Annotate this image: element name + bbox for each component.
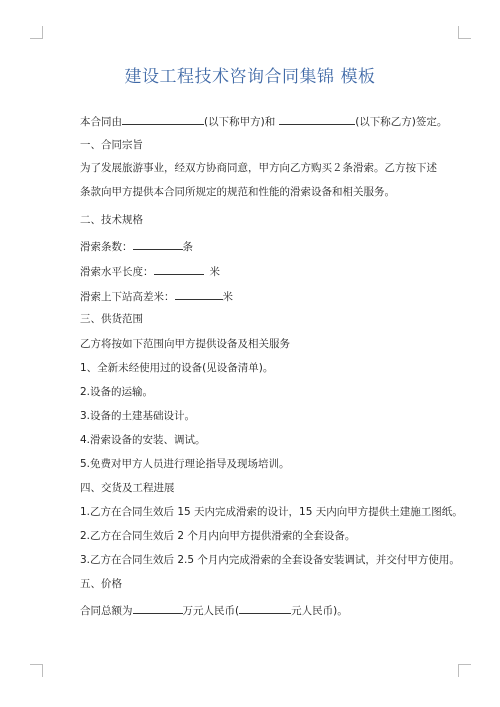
- list-item: 4.滑索设备的安装、调试。: [80, 434, 206, 446]
- section-1-heading: 一、合同宗旨: [80, 139, 143, 151]
- section-2-heading: 二、技术规格: [80, 214, 143, 226]
- spec-count-label: 滑索条数：: [80, 241, 133, 253]
- party-b-blank[interactable]: [279, 114, 355, 125]
- intro-text: (以下称乙方)签定。: [355, 116, 448, 128]
- price-end-text: 元人民币)。: [291, 605, 348, 617]
- corner-mark-bottom-right: [458, 664, 471, 677]
- list-item: 3.乙方在合同生效后 2.5 个月内完成滑索的全套设备安装调试，并交付甲方使用。: [80, 554, 460, 566]
- price-yuan-blank[interactable]: [239, 603, 291, 614]
- spec-height-unit: 米: [222, 291, 233, 303]
- price-mid-text: 万元人民币(: [182, 605, 240, 617]
- list-item: 3.设备的土建基础设计。: [80, 410, 196, 422]
- spec-height-blank[interactable]: [175, 289, 223, 300]
- list-item: 5.免费对甲方人员进行理论指导及现场培训。: [80, 458, 290, 470]
- price-line: [80, 603, 445, 616]
- intro-line: [80, 114, 448, 128]
- party-a-blank[interactable]: [122, 114, 204, 125]
- section-3-heading: 三、供货范围: [80, 313, 143, 325]
- document-title: 建设工程技术咨询合同集锦 模板: [124, 67, 376, 87]
- price-wan-blank[interactable]: [133, 603, 183, 614]
- spec-height-line: [80, 289, 445, 302]
- spec-length-line: [80, 264, 445, 277]
- corner-mark-top-left: [30, 26, 43, 39]
- section-1-body: 为了发展旅游事业，经双方协商同意，甲方向乙方购买２条滑索。乙方按下述条款向甲方提供本合同所规定的规范和性能的滑索设备和相关服务。: [80, 162, 437, 198]
- intro-text: (以下称甲方)和: [204, 116, 276, 128]
- spec-count-blank[interactable]: [133, 239, 183, 250]
- section-4-heading: 四、交货及工程进展: [80, 482, 175, 494]
- spec-length-label: 滑索水平长度：: [80, 266, 154, 278]
- spec-count-line: [80, 239, 445, 252]
- intro-text: 本合同由: [80, 116, 122, 128]
- spec-length-blank[interactable]: [154, 264, 204, 275]
- document-body: [80, 114, 463, 617]
- list-item: 2.设备的运输。: [80, 386, 154, 398]
- corner-mark-top-right: [458, 26, 471, 39]
- list-item: 1、全新未经使用过的设备(见设备清单)。: [80, 362, 274, 374]
- spec-height-label: 滑索上下站高差米：: [80, 291, 175, 303]
- spec-length-unit: 米: [209, 266, 220, 278]
- list-item: 2.乙方在合同生效后 2 个月内向甲方提供滑索的全套设备。: [80, 530, 356, 542]
- spec-count-unit: 条: [182, 241, 193, 253]
- section-3-intro: 乙方将按如下范围向甲方提供设备及相关服务: [80, 338, 290, 350]
- corner-mark-bottom-left: [30, 664, 43, 677]
- price-label: 合同总额为: [80, 605, 133, 617]
- list-item: 1.乙方在合同生效后 15 天内完成滑索的设计，15 天内向甲方提供土建施工图纸。: [80, 506, 463, 518]
- section-5-heading: 五、价格: [80, 578, 122, 590]
